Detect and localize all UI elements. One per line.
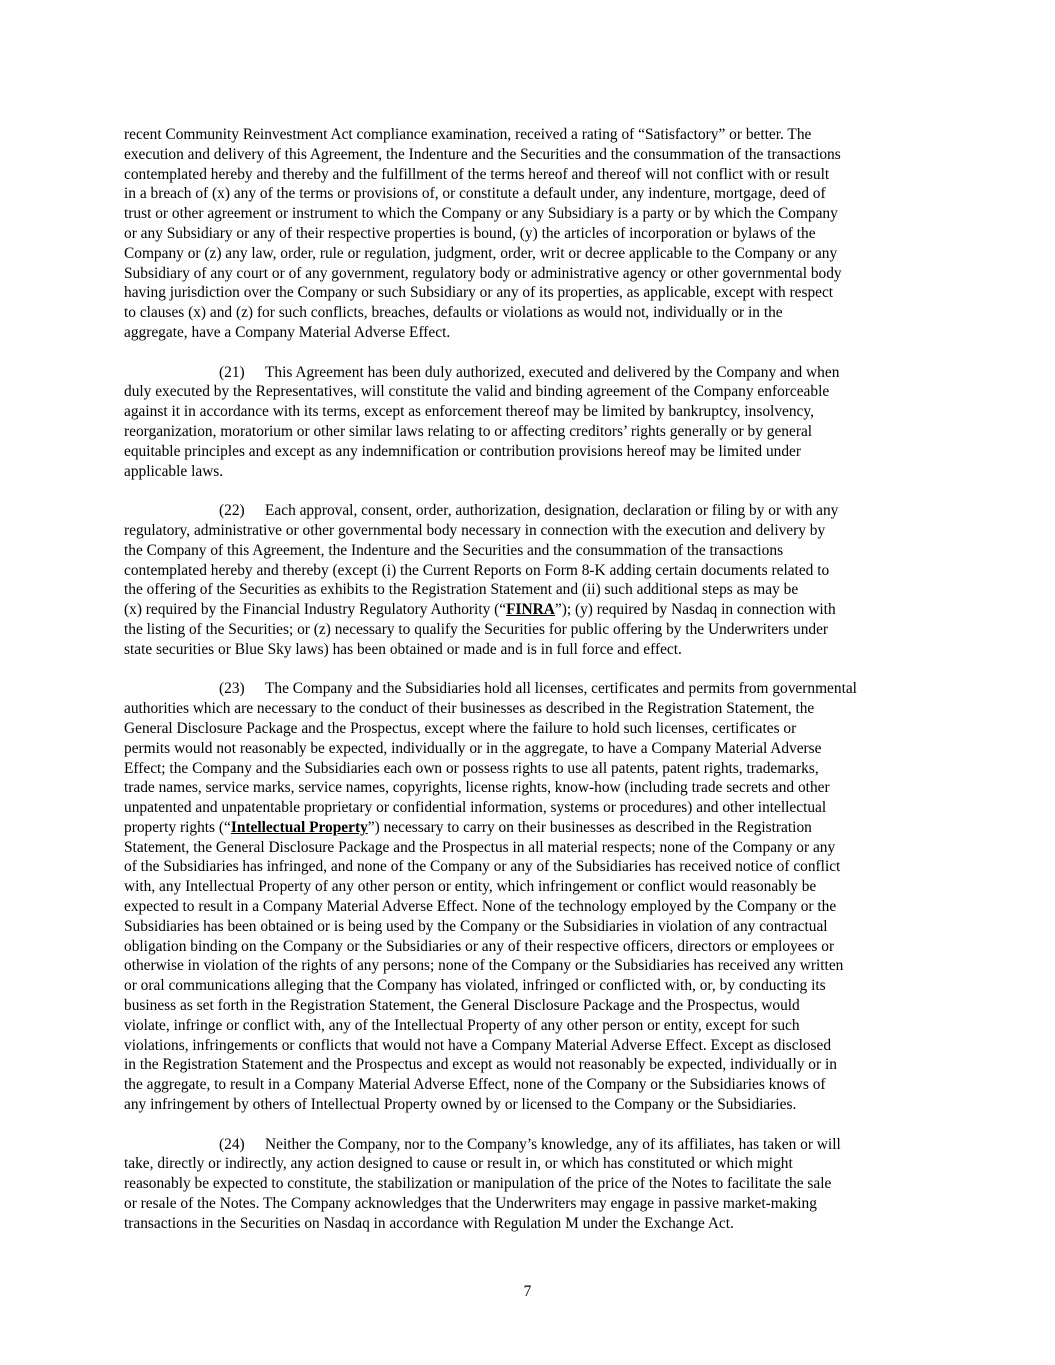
line-text: applicable laws.	[124, 462, 224, 480]
text-line	[124, 244, 944, 264]
section-number: (22)	[219, 502, 245, 520]
text-line	[124, 739, 944, 759]
text-line	[124, 462, 944, 482]
line-text: Statement, the General Disclosure Package and the Prospectus in all material respects; none of the Company or any	[124, 838, 836, 856]
text-line	[124, 640, 944, 660]
text-line	[124, 719, 944, 739]
document-body	[124, 125, 944, 1253]
line-text: the aggregate, to result in a Company Material Adverse Effect, none of the Company or the Subsidiaries knows of	[124, 1076, 826, 1094]
text-line	[124, 184, 944, 204]
text-line	[124, 1055, 944, 1075]
line-text: reasonably be expected to constitute, the stabilization or manipulation of the price of the Notes to facilitate the sale	[124, 1175, 832, 1193]
text-line	[124, 402, 944, 422]
line-text: permits would not reasonably be expected, individually or in the aggregate, to have a Company Material Adverse	[124, 739, 822, 757]
text-line	[124, 224, 944, 244]
section-number: (24)	[219, 1135, 245, 1153]
text-segment: (x) required by the Financial Industry Regulatory Authority (“	[124, 601, 507, 619]
paragraph	[124, 679, 944, 1115]
line-text: any infringement by others of Intellectual Property owned by or licensed to the Company or the Subsidiaries.	[124, 1096, 797, 1114]
line-text: regulatory, administrative or other governmental body necessary in connection with the execution and delivery by	[124, 521, 826, 539]
line-text: recent Community Reinvestment Act compliance examination, received a rating of “Satisfactory” or better. The	[124, 126, 812, 143]
text-line	[124, 1135, 944, 1155]
defined-term: Intellectual Property	[230, 818, 368, 836]
line-text: General Disclosure Package and the Prospectus, except where the failure to hold such licenses, certificates or	[124, 719, 797, 737]
line-text: to clauses (x) and (z) for such conflicts, breaches, defaults or violations as would not, individually or in the	[124, 304, 783, 322]
line-text: obligation binding on the Company or the Subsidiaries or any of their respective officers, directors or employees or	[124, 937, 835, 955]
line-text: Subsidiary of any court or of any government, regulatory body or administrative agency or other governmental body	[124, 264, 842, 282]
line-text: state securities or Blue Sky laws) has been obtained or made and is in full force and effect.	[124, 640, 682, 658]
line-text: reorganization, moratorium or other similar laws relating to or affecting creditors’ rights generally or by general	[124, 422, 813, 440]
section-number: (21)	[219, 363, 245, 381]
text-line	[124, 561, 944, 581]
page-number: 7	[523, 1283, 532, 1300]
text-line	[124, 264, 944, 284]
line-text: equitable principles and except as any indemnification or contribution provisions hereof may be limited under	[124, 442, 801, 460]
line-text: The Company and the Subsidiaries hold all licenses, certificates and permits from governmental	[265, 680, 857, 698]
text-line	[124, 778, 944, 798]
line-text: the Company of this Agreement, the Indenture and the Securities and the consummation of the transactions	[124, 541, 784, 559]
paragraph	[124, 363, 944, 482]
line-text: with, any Intellectual Property of any other person or entity, which infringement or conflict would reasonably be	[124, 878, 817, 896]
text-line	[124, 204, 944, 224]
text-line	[124, 1036, 944, 1056]
text-line	[124, 145, 944, 165]
line-text: violations, infringements or conflicts that would not have a Company Material Adverse Effect. Except as disclosed	[124, 1036, 832, 1054]
line-text: expected to result in a Company Material Adverse Effect. None of the technology employed by the Company or the	[124, 898, 837, 916]
text-line	[124, 798, 944, 818]
text-line	[124, 857, 944, 877]
text-line	[124, 363, 944, 383]
line-text: the offering of the Securities as exhibits to the Registration Statement and (ii) such additional steps as may be	[124, 581, 799, 599]
text-line	[124, 1214, 944, 1234]
text-line	[124, 283, 944, 303]
text-line	[124, 818, 944, 838]
text-line	[124, 501, 944, 521]
line-text: Subsidiaries has been obtained or is being used by the Company or the Subsidiaries in violation of any contractual	[124, 917, 828, 935]
line-text: in the Registration Statement and the Prospectus and except as would not reasonably be expected, individually or in	[124, 1056, 837, 1074]
section-number: (23)	[219, 680, 245, 698]
text-line	[124, 580, 944, 600]
text-line	[124, 442, 944, 462]
text-line	[124, 877, 944, 897]
text-line	[124, 897, 944, 917]
line-text: of the Subsidiaries has infringed, and none of the Company or any of the Subsidiaries has received notice of conflict	[124, 858, 841, 876]
line-text: or resale of the Notes. The Company acknowledges that the Underwriters may engage in passive market-making	[124, 1195, 817, 1213]
text-segment: ”); (y) required by Nasdaq in connection with	[554, 601, 836, 619]
line-text: aggregate, have a Company Material Adverse Effect.	[124, 323, 451, 341]
text-line	[124, 937, 944, 957]
text-line	[124, 699, 944, 719]
line-text: otherwise in violation of the rights of any persons; none of the Company or the Subsidiaries has received any written	[124, 957, 844, 975]
line-text: against it in accordance with its terms, except as enforcement thereof may be limited by bankruptcy, insolvency,	[124, 403, 814, 421]
line-text: execution and delivery of this Agreement, the Indenture and the Securities and the consummation of the transactions	[124, 145, 841, 163]
text-line	[124, 303, 944, 323]
line-text: having jurisdiction over the Company or such Subsidiary or any of its properties, as applicable, except with respect	[124, 284, 834, 302]
text-line	[124, 541, 944, 561]
paragraph	[124, 501, 944, 659]
text-line	[124, 1194, 944, 1214]
text-line	[124, 1174, 944, 1194]
line-text: or oral communications alleging that the Company has violated, infringed or conflicted with, or, by conducting its	[124, 977, 826, 995]
text-line	[124, 600, 944, 620]
line-text: contemplated hereby and thereby and the fulfillment of the terms hereof and thereof will not conflict with or result	[124, 165, 830, 183]
text-line	[124, 679, 944, 699]
text-line	[124, 1095, 944, 1115]
text-line	[124, 382, 944, 402]
text-line	[124, 422, 944, 442]
line-text: take, directly or indirectly, any action designed to cause or result in, or which has constituted or which might	[124, 1155, 793, 1173]
text-line	[124, 1075, 944, 1095]
line-text: Each approval, consent, order, authorization, designation, declaration or filing by or with any	[265, 502, 839, 520]
text-line	[124, 956, 944, 976]
line-text: contemplated hereby and thereby (except (i) the Current Reports on Form 8-K adding certain documents related to	[124, 561, 830, 579]
line-text: Neither the Company, nor to the Company’s knowledge, any of its affiliates, has taken or will	[265, 1135, 841, 1153]
text-line	[124, 917, 944, 937]
line-text: violate, infringe or conflict with, any of the Intellectual Property of any other person or entity, except for such	[124, 1016, 800, 1034]
line-text: trust or other agreement or instrument to which the Company or any Subsidiary is a party or by which the Company	[124, 205, 838, 223]
line-text: This Agreement has been duly authorized, executed and delivered by the Company and when	[265, 363, 840, 381]
text-line	[124, 1154, 944, 1174]
line-text: Company or (z) any law, order, rule or regulation, judgment, order, writ or decree applicable to the Company or any	[124, 244, 838, 262]
text-line	[124, 125, 944, 145]
text-line	[124, 1016, 944, 1036]
line-text: the listing of the Securities; or (z) necessary to qualify the Securities for public offering by the Underwriters under	[124, 620, 829, 638]
text-line	[124, 521, 944, 541]
text-line	[124, 976, 944, 996]
line-text: authorities which are necessary to the conduct of their businesses as described in the Registration Statement, the	[124, 700, 815, 718]
line-text: transactions in the Securities on Nasdaq in accordance with Regulation M under the Exchange Act.	[124, 1214, 734, 1232]
text-segment: property rights (“	[124, 818, 231, 836]
text-line	[124, 620, 944, 640]
defined-term: FINRA	[506, 601, 555, 619]
line-text: Effect; the Company and the Subsidiaries each own or possess rights to use all patents, patent rights, trademarks,	[124, 759, 819, 777]
text-line	[124, 996, 944, 1016]
text-line	[124, 323, 944, 343]
line-text: trade names, service marks, service names, copyrights, license rights, know-how (including trade secrets and other	[124, 779, 830, 797]
line-text: or any Subsidiary or any of their respective properties is bound, (y) the articles of incorporation or bylaws of the	[124, 224, 816, 242]
line-text: in a breach of (x) any of the terms or provisions of, or constitute a default under, any indenture, mortgage, deed of	[124, 185, 826, 203]
text-segment: ”) necessary to carry on their businesses as described in the Registration	[367, 818, 812, 836]
paragraph	[124, 125, 944, 343]
text-line	[124, 165, 944, 185]
text-line	[124, 838, 944, 858]
line-text: unpatented and unpatentable proprietary or confidential information, systems or procedures) and other intellectual	[124, 799, 827, 817]
text-line	[124, 759, 944, 779]
paragraph	[124, 1135, 944, 1234]
line-text: duly executed by the Representatives, will constitute the valid and binding agreement of the Company enforceable	[124, 383, 830, 401]
line-text: business as set forth in the Registration Statement, the General Disclosure Package and the Prospectus, would	[124, 997, 800, 1015]
